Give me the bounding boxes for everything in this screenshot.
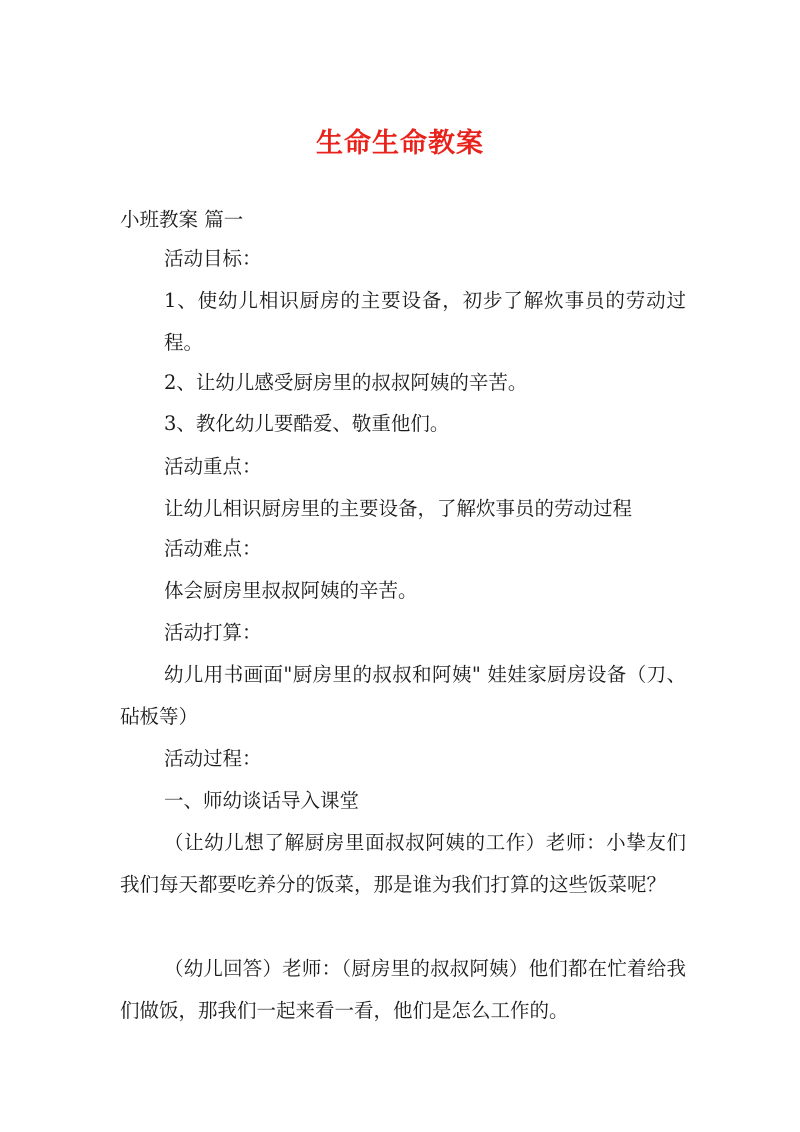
paragraph-step-1: 一、师幼谈话导入课堂 bbox=[164, 789, 360, 812]
paragraph-goal-1 bbox=[120, 280, 686, 364]
paragraph-preparation-text: 幼儿用书画面"厨房里的叔叔和阿姨" 娃娃家厨房设备（刀、砧板等） bbox=[120, 663, 686, 728]
paragraph-preparation bbox=[120, 654, 686, 738]
paragraph-difficulty: 体会厨房里叔叔阿姨的辛苦。 bbox=[164, 579, 418, 602]
paragraph-key-points: 让幼儿相识厨房里的主要设备，了解炊事员的劳动过程 bbox=[164, 497, 633, 520]
paragraph-goal-3: 3、教化幼儿要酷爱、敬重他们。 bbox=[164, 412, 450, 435]
paragraph-goals-label: 活动目标： bbox=[164, 247, 262, 270]
paragraph-goal-1-text: 1、使幼儿相识厨房的主要设备，初步了解炊事员的劳动过程。 bbox=[164, 289, 686, 354]
paragraph-teacher-dialogue-2-text: （幼儿回答）老师：（厨房里的叔叔阿姨）他们都在忙着给我们做饭，那我们一起来看一看，他们是怎么工作的。 bbox=[120, 957, 686, 1022]
paragraph-process-label: 活动过程： bbox=[164, 747, 262, 770]
paragraph-teacher-dialogue-1 bbox=[120, 822, 686, 906]
document-title: 生命生命教案 bbox=[316, 128, 484, 159]
paragraph-teacher-dialogue-1-text: （让幼儿想了解厨房里面叔叔阿姨的工作）老师：小挚友们我们每天都要吃养分的饭菜，那是谁为我们打算的这些饭菜呢？ bbox=[120, 831, 686, 896]
paragraph-preparation-label: 活动打算： bbox=[164, 621, 262, 644]
section-heading: 小班教案 篇一 bbox=[120, 208, 244, 231]
paragraph-key-points-label: 活动重点： bbox=[164, 455, 262, 478]
paragraph-difficulty-label: 活动难点： bbox=[164, 537, 262, 560]
paragraph-goal-2: 2、让幼儿感受厨房里的叔叔阿姨的辛苦。 bbox=[164, 371, 528, 394]
paragraph-teacher-dialogue-2 bbox=[120, 948, 686, 1032]
